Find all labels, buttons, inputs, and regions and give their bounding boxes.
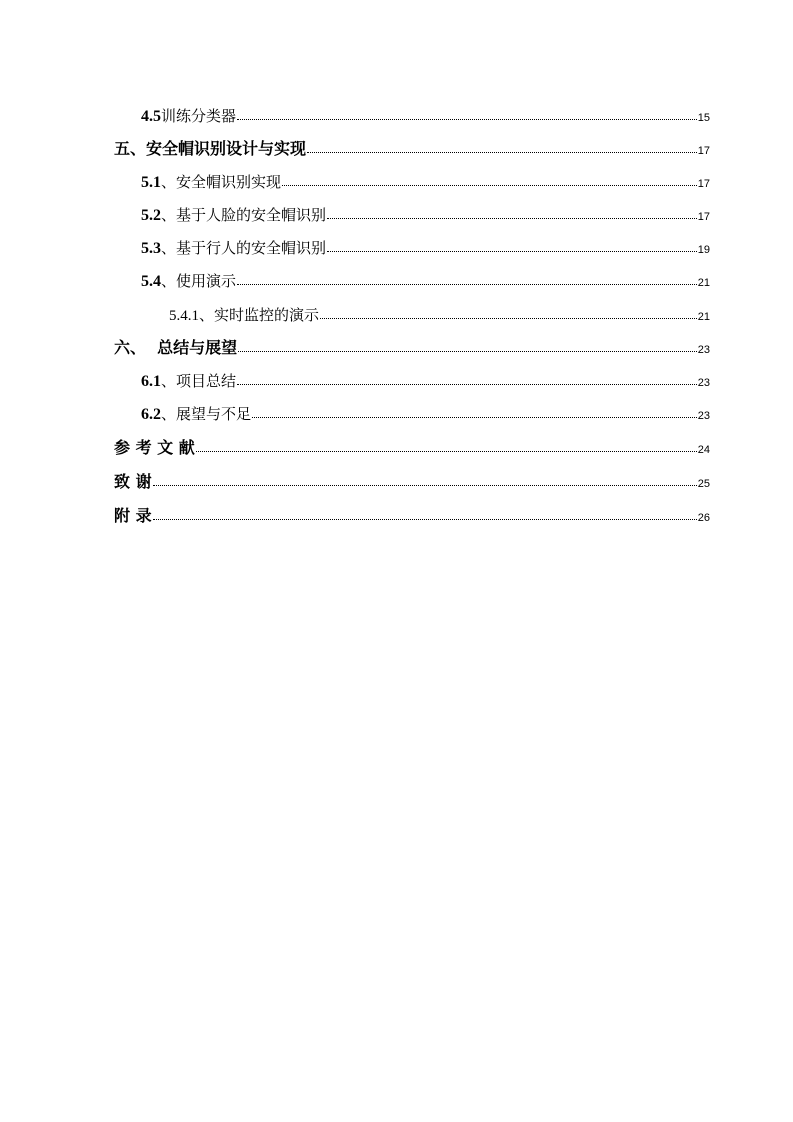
toc-entry-acknowledgements[interactable] (0, 464, 793, 492)
toc-entry-5-1[interactable] (0, 164, 793, 192)
toc-page-number: 15 (697, 112, 710, 124)
toc-entry-title: 、展望与不足 (161, 405, 252, 423)
toc-entry-title: 、使用演示 (161, 272, 237, 290)
toc-entry-5-4-1[interactable] (0, 297, 793, 325)
toc-entry-title: 、基于行人的安全帽识别 (161, 239, 327, 257)
dot-leader (153, 519, 697, 520)
toc-page-number: 21 (697, 277, 710, 289)
toc-entry-number: 5.4.1 (169, 308, 199, 324)
toc-page-number: 24 (697, 444, 710, 456)
dot-leader (307, 152, 697, 153)
toc-entry-6-1[interactable] (0, 363, 793, 391)
toc-entry-5-4[interactable] (0, 263, 793, 291)
dot-leader (327, 218, 697, 219)
toc-entry-number: 5.3 (141, 240, 161, 257)
dot-leader (237, 384, 697, 385)
toc-entry-6-2[interactable] (0, 396, 793, 424)
dot-leader (282, 185, 697, 186)
toc-entry-title: 六、 总结与展望 (114, 338, 238, 357)
toc-entry-title: 、实时监控的演示 (199, 306, 320, 324)
dot-leader (237, 284, 697, 285)
toc-entry-number: 5.2 (141, 207, 161, 224)
toc-page-number: 17 (697, 145, 710, 157)
toc-entry-number: 5.4 (141, 273, 161, 290)
toc-page-number: 23 (697, 410, 710, 422)
toc-entry-appendix[interactable] (0, 498, 793, 526)
dot-leader (320, 318, 697, 319)
toc-page-number: 17 (697, 178, 710, 190)
toc-page-number: 17 (697, 211, 710, 223)
toc-entry-5-2[interactable] (0, 197, 793, 225)
toc-entry-title: 参 考 文 献 (114, 438, 195, 457)
toc-entry-number: 6.2 (141, 406, 161, 423)
dot-leader (237, 119, 697, 120)
toc-entry-5-3[interactable] (0, 230, 793, 258)
toc-entry-title: 致 谢 (114, 472, 152, 491)
toc-entry-title: 、项目总结 (161, 372, 237, 390)
toc-entry-number: 5.1 (141, 174, 161, 191)
dot-leader (238, 351, 697, 352)
dot-leader (252, 417, 697, 418)
toc-page-number: 23 (697, 377, 710, 389)
toc-page-number: 26 (697, 512, 710, 524)
toc-page-number: 21 (697, 311, 710, 323)
toc-entry-title: 训练分类器 (161, 107, 237, 125)
toc-entry-chapter-5[interactable] (0, 131, 793, 159)
toc-entry-references[interactable] (0, 430, 793, 458)
toc-page-number: 19 (697, 244, 710, 256)
toc-entry-chapter-6[interactable] (0, 330, 793, 358)
toc-page-number: 25 (697, 478, 710, 490)
toc-entry-title: 五、安全帽识别设计与实现 (114, 139, 307, 158)
toc-entry-title: 附 录 (114, 506, 152, 525)
toc-entry-number: 6.1 (141, 373, 161, 390)
toc-entry-number: 4.5 (141, 108, 161, 125)
dot-leader (327, 251, 697, 252)
toc-entry-title: 、安全帽识别实现 (161, 173, 282, 191)
dot-leader (153, 485, 697, 486)
dot-leader (196, 451, 697, 452)
toc-entry-4-5[interactable] (0, 98, 793, 126)
toc-page-number: 23 (697, 344, 710, 356)
toc-entry-title: 、基于人脸的安全帽识别 (161, 206, 327, 224)
